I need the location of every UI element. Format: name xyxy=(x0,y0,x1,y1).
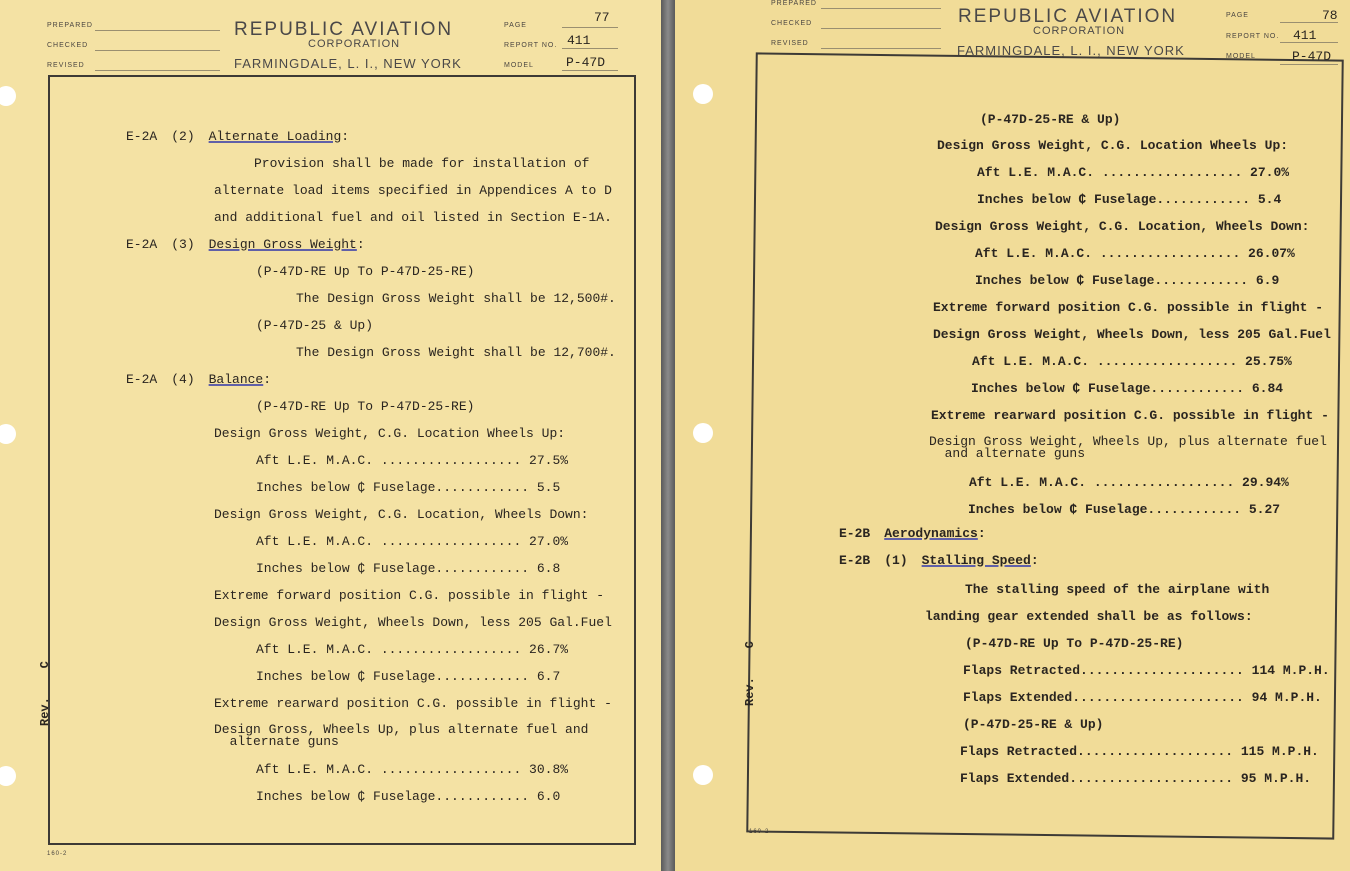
section-number: (2) xyxy=(171,129,195,144)
body-line: Flaps Retracted.................... 115 M.P.H. xyxy=(960,744,1319,759)
header-rule xyxy=(821,48,941,49)
punch-hole xyxy=(693,765,713,785)
body-line: Extreme forward position C.G. possible in flight - xyxy=(933,300,1324,315)
company-city: FARMINGDALE, L. I., NEW YORK xyxy=(234,56,462,71)
body-line: Design Gross Weight, Wheels Down, less 205 Gal.Fuel xyxy=(214,615,612,630)
header-rule xyxy=(821,28,941,29)
section-code: E-2A xyxy=(126,237,158,252)
punch-hole xyxy=(693,423,713,443)
company-corporation: CORPORATION xyxy=(1033,25,1126,37)
section-heading xyxy=(126,130,349,144)
punch-hole xyxy=(0,424,16,444)
header-rule xyxy=(821,8,941,9)
body-line: and additional fuel and oil listed in Section E-1A. xyxy=(214,210,612,225)
header-rule xyxy=(95,50,220,51)
header-rule xyxy=(562,70,618,71)
body-line: Aft L.E. M.A.C. .................. 25.75% xyxy=(972,354,1292,369)
right-page xyxy=(675,0,1350,871)
body-line: (P-47D-RE Up To P-47D-25-RE) xyxy=(965,636,1184,651)
section-heading xyxy=(839,527,986,541)
form-number: 160-2 xyxy=(749,829,770,835)
revision-label: Rev. C xyxy=(38,661,52,726)
body-line: Extreme rearward position C.G. possible in flight - xyxy=(214,696,612,711)
punch-hole xyxy=(0,86,16,106)
prepared-label: PREPARED xyxy=(47,22,93,29)
revision-label: Rev. C xyxy=(743,641,757,706)
body-line: (P-47D-RE Up To P-47D-25-RE) xyxy=(256,264,475,279)
section-title-colon: : xyxy=(1030,553,1039,568)
body-line: The stalling speed of the airplane with xyxy=(965,582,1270,597)
page-label: PAGE xyxy=(1226,12,1249,19)
section-heading xyxy=(839,554,1039,568)
body-line: Flaps Extended..................... 95 M.P.H. xyxy=(960,771,1312,786)
report-label: REPORT NO. xyxy=(504,42,558,49)
page-number: 78 xyxy=(1322,8,1338,23)
body-line: Flaps Extended...................... 94 M.P.H. xyxy=(963,690,1322,705)
body-line: Aft L.E. M.A.C. .................. 29.94% xyxy=(969,475,1289,490)
body-line: The Design Gross Weight shall be 12,700#. xyxy=(296,345,616,360)
section-title-colon: : xyxy=(977,526,986,541)
section-heading xyxy=(126,238,365,252)
company-corporation: CORPORATION xyxy=(308,38,401,50)
body-line: (P-47D-25-RE & Up) xyxy=(963,717,1104,732)
body-line: Inches below ₵ Fuselage............ 6.84 xyxy=(971,381,1284,396)
body-line: Provision shall be made for installation of xyxy=(254,156,590,171)
section-title: Balance xyxy=(208,372,264,387)
body-line: The Design Gross Weight shall be 12,500#. xyxy=(296,291,616,306)
punch-hole xyxy=(0,766,16,786)
page-number: 77 xyxy=(594,10,610,25)
body-line: Flaps Retracted..................... 114 M.P.H. xyxy=(963,663,1330,678)
punch-hole xyxy=(693,84,713,104)
checked-label: CHECKED xyxy=(771,20,813,27)
page-label: PAGE xyxy=(504,22,527,29)
model-value: P-47D xyxy=(1292,49,1332,64)
section-number: (3) xyxy=(171,237,195,252)
section-code: E-2A xyxy=(126,372,158,387)
page-gutter xyxy=(661,0,675,871)
body-line: Aft L.E. M.A.C. .................. 27.0% xyxy=(977,165,1290,180)
revised-label: REVISED xyxy=(771,40,809,47)
section-heading xyxy=(126,373,271,387)
body-line: Design Gross Weight, Wheels Down, less 205 Gal.Fuel xyxy=(933,327,1331,342)
header-rule xyxy=(95,70,220,71)
body-line: Design Gross Weight, C.G. Location, Wheels Down: xyxy=(935,219,1310,234)
section-code: E-2A xyxy=(126,129,158,144)
body-line: Aft L.E. M.A.C. .................. 27.0% xyxy=(256,534,569,549)
body-line: Inches below ₵ Fuselage............ 5.5 xyxy=(256,480,561,495)
header-rule xyxy=(562,27,618,28)
revised-label: REVISED xyxy=(47,62,85,69)
header-rule xyxy=(562,48,618,49)
body-line: Design Gross, Wheels Up, plus alternate fuel and alternate guns xyxy=(214,722,589,749)
body-line: Extreme forward position C.G. possible in flight - xyxy=(214,588,605,603)
body-line: (P-47D-RE Up To P-47D-25-RE) xyxy=(256,399,475,414)
section-title-colon: : xyxy=(341,129,350,144)
company-name: REPUBLIC AVIATION xyxy=(234,19,454,40)
company-name: REPUBLIC AVIATION xyxy=(958,6,1178,27)
body-line: alternate load items specified in Appendices A to D xyxy=(214,183,612,198)
model-label: MODEL xyxy=(504,62,534,69)
body-line: Inches below ₵ Fuselage............ 6.0 xyxy=(256,789,561,804)
prepared-label: PREPARED xyxy=(771,0,817,7)
body-line: Design Gross Weight, C.G. Location Wheels Up: xyxy=(214,426,566,441)
model-label: MODEL xyxy=(1226,53,1256,60)
checked-label: CHECKED xyxy=(47,42,89,49)
body-line: (P-47D-25-RE & Up) xyxy=(980,112,1121,127)
section-title: Aerodynamics xyxy=(884,526,978,541)
section-title: Design Gross Weight xyxy=(208,237,357,252)
body-line: Inches below ₵ Fuselage............ 5.27 xyxy=(968,502,1281,517)
form-number: 160-2 xyxy=(47,851,68,857)
body-line: Design Gross Weight, C.G. Location, Wheels Down: xyxy=(214,507,589,522)
company-city: FARMINGDALE, L. I., NEW YORK xyxy=(957,43,1185,58)
section-title: Alternate Loading xyxy=(208,129,342,144)
section-number: (1) xyxy=(884,553,908,568)
body-line: Aft L.E. M.A.C. .................. 26.07% xyxy=(975,246,1295,261)
report-number: 411 xyxy=(567,33,591,48)
left-page xyxy=(0,0,661,871)
section-title-colon: : xyxy=(356,237,365,252)
body-line: Aft L.E. M.A.C. .................. 30.8% xyxy=(256,762,569,777)
body-line: Inches below ₵ Fuselage............ 6.7 xyxy=(256,669,561,684)
report-label: REPORT NO. xyxy=(1226,33,1280,40)
section-code: E-2B xyxy=(839,553,871,568)
body-line: Extreme rearward position C.G. possible in flight - xyxy=(931,408,1329,423)
body-line: Design Gross Weight, C.G. Location Wheels Up: xyxy=(937,138,1289,153)
section-title: Stalling Speed xyxy=(921,553,1031,568)
report-number: 411 xyxy=(1293,28,1317,43)
body-line: Aft L.E. M.A.C. .................. 27.5% xyxy=(256,453,569,468)
body-line: Aft L.E. M.A.C. .................. 26.7% xyxy=(256,642,569,657)
body-line: Inches below ₵ Fuselage............ 6.9 xyxy=(975,273,1280,288)
section-number: (4) xyxy=(171,372,195,387)
model-value: P-47D xyxy=(566,55,606,70)
header-rule xyxy=(95,30,220,31)
section-title-colon: : xyxy=(263,372,272,387)
body-line: Design Gross Weight, Wheels Up, plus alternate fuel and alternate guns xyxy=(929,434,1327,461)
section-code: E-2B xyxy=(839,526,871,541)
body-line: landing gear extended shall be as follows: xyxy=(925,609,1253,624)
body-line: (P-47D-25 & Up) xyxy=(256,318,374,333)
body-line: Inches below ₵ Fuselage............ 5.4 xyxy=(977,192,1282,207)
body-line: Inches below ₵ Fuselage............ 6.8 xyxy=(256,561,561,576)
